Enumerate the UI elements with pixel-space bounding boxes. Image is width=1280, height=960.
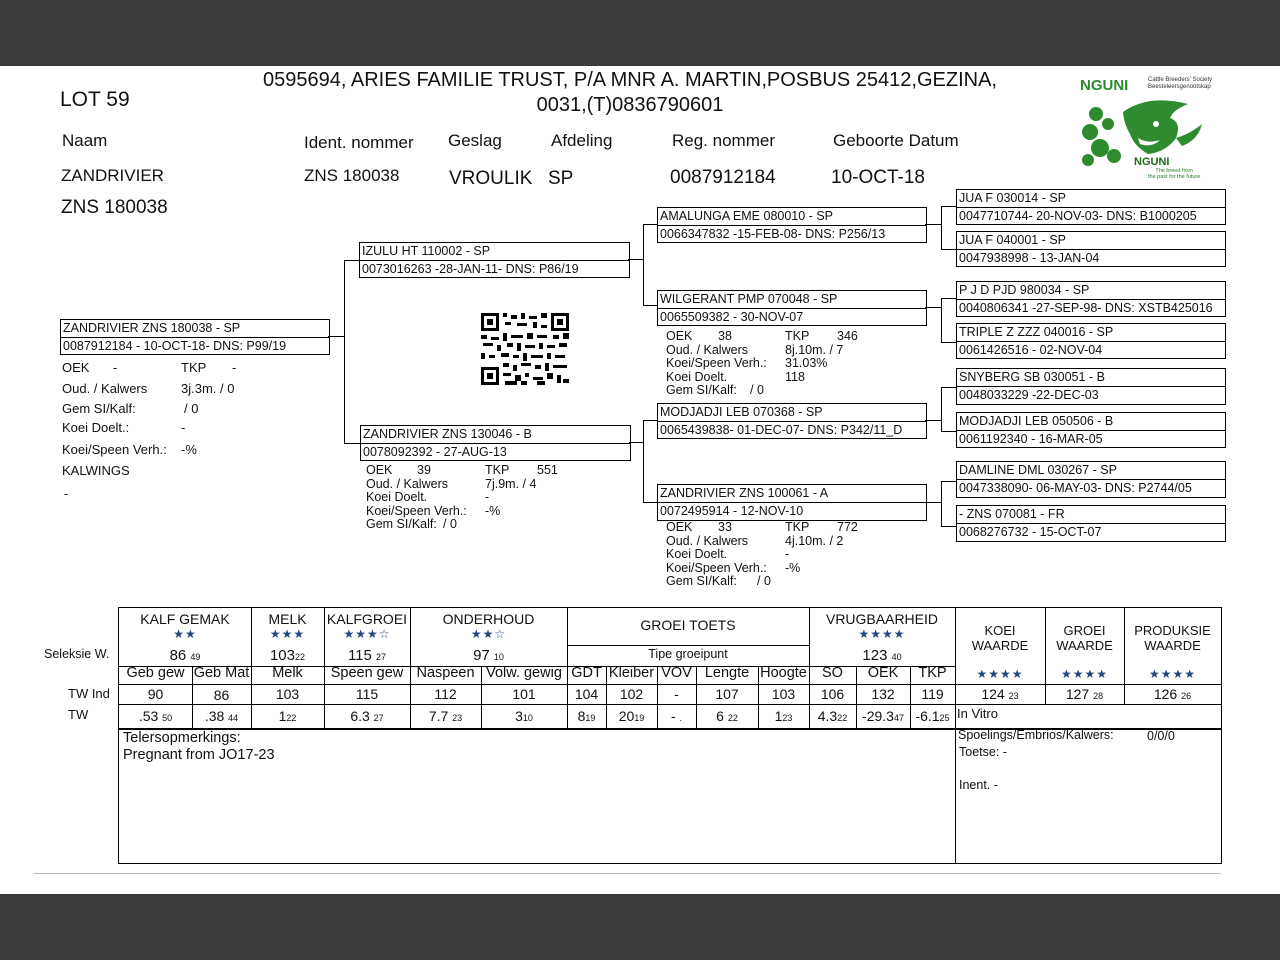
seleksie-kalfgroei-value: 115 [347, 647, 372, 664]
tw-oek-acc: 47 [893, 713, 904, 723]
logo-tagline-1: The breed from [1155, 168, 1193, 174]
seleksie-melk-value: 103 [269, 647, 295, 664]
ind-koei-waarde-value: 124 [981, 686, 1005, 702]
animal-naam-2: ZNS 180038 [61, 197, 168, 218]
logo-tagline-2: the past for the future [1148, 174, 1201, 180]
seleksie-onderhoud [410, 647, 567, 664]
spoelings-value: 0/0/0 [1147, 729, 1175, 743]
tw-tkp-acc: 25 [939, 713, 950, 723]
ind-produksie-waarde-acc: 26 [1181, 691, 1192, 701]
groei-waarde-stars: ★★★★ [1060, 667, 1109, 681]
sire-dam-stats: OEK 38 TKP 346 Oud. / Kalwers 8j.10m. / 7 Koei/Speen Verh.: 31.03% Koei Doelt. 118 Gem SI/Kalf: / 0 [666, 329, 858, 397]
qr-code-icon [481, 313, 569, 385]
group-vrugbaarheid [809, 611, 955, 641]
ggp-name-4: TRIPLE Z ZZZ 040016 - SP [957, 324, 1225, 342]
ggp-name-6: MODJADJI LEB 050506 - B [957, 413, 1225, 431]
ind-groei-waarde-acc: 28 [1093, 691, 1104, 701]
subject-speen: -% [181, 442, 197, 457]
trait-geb-gew: Geb gew [126, 665, 185, 681]
trait-hoogte: Hoogte [760, 665, 807, 681]
ind-koei-waarde [955, 686, 1045, 702]
inent-text: Inent. - [959, 778, 998, 792]
ind-melk: 103 [275, 686, 300, 702]
tw-hoogte-value: 1 [774, 708, 783, 724]
subject-details: 0087912184 - 10-OCT-18- DNS: P99/19 [63, 339, 287, 353]
ind-produksie-waarde-value: 126 [1153, 686, 1178, 702]
ggp-name-1: JUA F 030014 - SP [957, 190, 1225, 208]
group-onderhoud-name: ONDERHOUD [442, 611, 535, 627]
trait-kleiber: Kleiber [608, 665, 655, 681]
ind-kleiber: 102 [619, 686, 644, 702]
ggp-details-3: 0040806341 -27-SEP-98- DNS: XSTB425016 [959, 301, 1213, 315]
ggp-details-5: 0048033229 -22-DEC-03 [959, 388, 1099, 402]
subject-oek: - [113, 360, 118, 375]
subject-kalwings: - [64, 486, 69, 501]
subject-speen-label: Koei/Speen Verh.: [62, 442, 167, 457]
label-geboorte: Geboorte Datum [833, 131, 959, 150]
seleksie-kalfgroei [324, 647, 410, 664]
tw-naspeen-acc: 23 [452, 713, 463, 723]
dam-dam-stats: OEK 33 TKP 772 Oud. / Kalwers 4j.10m. / 2 Koei Doelt. - Koei/Speen Verh.: -% Gem SI/Kalf: / 0 [666, 520, 858, 588]
animal-afdeling: SP [548, 168, 574, 189]
seleksie-onderhoud-value: 97 [473, 647, 490, 664]
subject-koei: - [181, 420, 186, 435]
trait-gdt: GDT [571, 665, 602, 681]
trait-vov: VOV [661, 665, 692, 681]
tw-lengte-acc: 22 [727, 713, 738, 723]
tw-naspeen-value: 7.7 [428, 708, 449, 724]
ggp-box-7 [956, 461, 1226, 498]
ggp-details-2: 0047938998 - 13-JAN-04 [959, 251, 1100, 265]
label-naam: Naam [62, 131, 108, 150]
produksie-waarde-header: PRODUKSIE WAARDE [1134, 623, 1211, 653]
tw-oek-value: -29.3 [862, 708, 894, 724]
ind-groei-waarde [1045, 686, 1124, 702]
tw-kleiber-acc: 19 [634, 713, 645, 723]
ind-tkp: 119 [921, 686, 944, 702]
sire-dam-name: WILGERANT PMP 070048 - SP [658, 291, 926, 309]
owner-address [180, 68, 1080, 118]
label-ident: Ident. nommer [304, 133, 414, 152]
in-vitro-label: In Vitro [957, 706, 998, 721]
tw-so-value: 4.3 [817, 708, 838, 724]
group-kalf-gemak-stars: ★★ [173, 627, 197, 641]
ggp-box-4 [956, 323, 1226, 359]
ggp-details-1: 0047710744- 20-NOV-03- DNS: B1000205 [959, 209, 1197, 223]
row-label-tw-ind: TW Ind [68, 686, 110, 701]
ggp-details-7: 0047338090- 06-MAY-03- DNS: P2744/05 [959, 481, 1192, 495]
dam-name: ZANDRIVIER ZNS 130046 - B [361, 426, 630, 444]
group-onderhoud [410, 611, 567, 641]
group-kalfgroei-stars: ★★★☆ [343, 627, 391, 641]
sire-sire-box [657, 207, 927, 243]
subject-tkp: - [232, 360, 237, 375]
tw-speen-gew-acc: 27 [373, 713, 384, 723]
ind-groei-waarde-value: 127 [1065, 686, 1090, 702]
group-kalf-gemak [119, 611, 251, 641]
group-kalf-gemak-name: KALF GEMAK [140, 611, 230, 627]
group-onderhoud-stars: ★★☆ [470, 627, 507, 641]
tw-naspeen [410, 708, 481, 724]
dam-dam-box [657, 484, 927, 521]
logo-society-2: Beesteleersgenootskap [1148, 84, 1211, 90]
tipe-groeipunt: Tipe groeipunt [648, 647, 728, 661]
tw-melk [251, 708, 324, 724]
sire-sire-name: AMALUNGA EME 080010 - SP [658, 208, 926, 226]
tw-lengte [696, 708, 758, 724]
ind-lengte: 107 [715, 686, 739, 702]
ggp-box-3 [956, 281, 1226, 317]
row-label-seleksie: Seleksie W. [44, 647, 110, 661]
tw-speen-gew-value: 6.3 [350, 708, 370, 724]
subject-name: ZANDRIVIER ZNS 180038 - SP [61, 320, 329, 338]
dam-stats: OEK 39 TKP 551 Oud. / Kalwers 7j.9m. / 4 Koei Doelt. - Koei/Speen Verh.: -% Gem SI/Kalf: / 0 [366, 463, 558, 531]
toetse-text: Toetse: - [959, 745, 1007, 759]
ind-geb-mat: 86 [213, 687, 230, 703]
ind-geb-gew: 90 [147, 686, 164, 702]
ggp-details-8: 0068276732 - 15-OCT-07 [959, 525, 1102, 539]
tw-tkp [910, 708, 955, 724]
group-kalfgroei [324, 611, 410, 641]
label-afdeling: Afdeling [551, 131, 613, 150]
seleksie-onderhoud-acc: 10 [493, 652, 504, 662]
ggp-details-4: 0061426516 - 02-NOV-04 [959, 343, 1103, 357]
subject-koei-label: Koei Doelt.: [62, 420, 130, 435]
trait-oek: OEK [867, 665, 899, 681]
dam-sire-name: MODJADJI LEB 070368 - SP [658, 404, 926, 422]
group-vrugbaarheid-name: VRUGBAARHEID [825, 611, 939, 627]
breeding-values-table [118, 607, 1222, 864]
seleksie-melk [251, 647, 324, 664]
seleksie-kalf-gemak [119, 647, 251, 664]
group-vrugbaarheid-stars: ★★★★ [858, 627, 906, 641]
owner-line-2: 0031,(T)0836790601 [536, 94, 724, 116]
tw-geb-gew-value: .53 [138, 708, 159, 724]
group-melk-name: MELK [268, 611, 307, 627]
label-geslag: Geslag [448, 131, 502, 150]
tw-volw-gewig [481, 708, 567, 724]
tw-vov-value: - [670, 708, 676, 724]
tw-gdt [567, 708, 606, 724]
remarks-label: Telersopmerkings: [123, 730, 241, 746]
subject-tkp-label: TKP [181, 360, 207, 375]
animal-naam: ZANDRIVIER [61, 166, 164, 185]
ggp-box-6 [956, 412, 1226, 448]
tw-so-acc: 22 [837, 713, 848, 723]
tw-geb-mat-acc: 44 [228, 713, 239, 723]
group-melk-stars: ★★★ [269, 627, 306, 641]
tw-so [809, 708, 856, 724]
tw-oek [856, 708, 910, 724]
ggp-details-6: 0061192340 - 16-MAR-05 [959, 432, 1103, 446]
logo-brand: NGUNI [1080, 77, 1129, 94]
trait-lengte: Lengte [704, 665, 750, 681]
seleksie-kalf-gemak-acc: 49 [190, 652, 201, 662]
ggp-name-5: SNYBERG SB 030051 - B [957, 369, 1225, 387]
ind-gdt: 104 [574, 686, 599, 702]
tw-geb-gew-acc: 50 [162, 713, 173, 723]
trait-speen-gew: Speen gew [330, 665, 404, 681]
ind-oek: 132 [871, 686, 895, 702]
spoelings-label: Spoelings/Embrios/Kalwers: [958, 728, 1114, 742]
dam-sire-box [657, 403, 927, 439]
nguni-logo [1078, 74, 1212, 180]
ind-naspeen: 112 [434, 686, 457, 702]
ind-produksie-waarde [1124, 686, 1221, 702]
ggp-name-3: P J D PJD 980034 - SP [957, 282, 1225, 300]
trait-volw-gewig: Volw. gewig [486, 665, 562, 681]
trait-geb-mat: Geb Mat [193, 665, 250, 681]
trait-melk: Melk [272, 665, 303, 681]
sire-name: IZULU HT 110002 - SP [360, 243, 629, 261]
animal-ident: ZNS 180038 [304, 166, 400, 185]
sire-box [359, 242, 630, 278]
groei-waarde-header: GROEI WAARDE [1056, 623, 1113, 653]
tw-geb-gew [119, 708, 192, 724]
ggp-box-5 [956, 368, 1226, 405]
tw-vov [657, 708, 696, 724]
subject-gem: / 0 [184, 401, 199, 416]
koei-waarde-header: KOEI WAARDE [971, 623, 1029, 653]
logo-brand-2: NGUNI [1134, 156, 1170, 168]
subject-oud: 3j.3m. / 0 [181, 381, 235, 396]
seleksie-vrugbaarheid [809, 647, 955, 664]
seleksie-vrugbaarheid-acc: 40 [891, 652, 902, 662]
subject-oek-label: OEK [62, 360, 90, 375]
koei-waarde-stars: ★★★★ [976, 667, 1024, 681]
dam-details: 0078092392 - 27-AUG-13 [363, 445, 507, 459]
ind-so: 106 [820, 686, 845, 702]
ggp-name-8: - ZNS 070081 - FR [957, 506, 1225, 524]
trait-naspeen: Naspeen [416, 665, 475, 681]
sire-dam-details: 0065509382 - 30-NOV-07 [660, 310, 804, 324]
subject-oud-label: Oud. / Kalwers [62, 381, 148, 396]
tw-gdt-value: 8 [577, 708, 586, 724]
group-kalfgroei-name: KALFGROEI [326, 611, 408, 627]
tw-volw-gewig-acc: 10 [522, 713, 533, 723]
row-label-tw: TW [68, 707, 89, 722]
tw-hoogte-acc: 23 [782, 713, 793, 723]
sire-dam-box [657, 290, 927, 326]
dam-sire-details: 0065439838- 01-DEC-07- DNS: P342/11_D [660, 423, 903, 437]
owner-line-1: 0595694, ARIES FAMILIE TRUST, P/A MNR A. MARTIN,POSBUS 25412,GEZINA, [263, 69, 997, 91]
subject-gem-label: Gem SI/Kalf: [62, 401, 136, 416]
seleksie-kalfgroei-acc: 27 [376, 652, 387, 662]
produksie-waarde-stars: ★★★★ [1148, 667, 1197, 681]
group-groei-toets: GROEI TOETS [640, 617, 736, 633]
seleksie-kalf-gemak-value: 86 [169, 647, 187, 664]
dam-box [360, 425, 631, 461]
tw-lengte-value: 6 [716, 708, 724, 724]
animal-reg: 0087912184 [670, 167, 776, 188]
subject-kalwings-label: KALWINGS [62, 463, 130, 478]
tw-gdt-acc: 19 [585, 713, 596, 723]
animal-geslag: VROULIK [449, 168, 533, 189]
ind-hoogte: 103 [771, 686, 796, 702]
ggp-name-7: DAMLINE DML 030267 - SP [957, 462, 1225, 480]
tw-geb-mat [192, 708, 251, 724]
pedigree-page [0, 66, 1280, 894]
ind-koei-waarde-acc: 23 [1008, 691, 1019, 701]
ind-speen-gew: 115 [355, 686, 379, 702]
tw-geb-mat-value: .38 [204, 708, 225, 724]
sire-sire-details: 0066347832 -15-FEB-08- DNS: P256/13 [660, 227, 886, 241]
dam-dam-name: ZANDRIVIER ZNS 100061 - A [658, 485, 926, 503]
ggp-box-2 [956, 231, 1226, 267]
ind-vov: - [674, 686, 679, 702]
remarks-text: Pregnant from JO17-23 [123, 747, 275, 763]
sire-details: 0073016263 -28-JAN-11- DNS: P86/19 [362, 262, 579, 276]
label-reg: Reg. nommer [672, 131, 775, 150]
logo-society-1: Cattle Breeders' Society [1148, 77, 1213, 83]
tw-melk-value: 1 [278, 708, 287, 724]
tw-volw-gewig-value: 3 [515, 708, 523, 724]
dam-dam-details: 0072495914 - 12-NOV-10 [660, 504, 804, 518]
ggp-box-1 [956, 189, 1226, 225]
seleksie-melk-acc: 22 [295, 652, 306, 662]
tw-vov-acc: . [679, 713, 683, 723]
seleksie-vrugbaarheid-value: 123 [862, 647, 888, 664]
tw-hoogte [758, 708, 809, 724]
tw-kleiber-value: 20 [618, 708, 635, 724]
ggp-name-2: JUA F 040001 - SP [957, 232, 1225, 250]
tw-kleiber [606, 708, 657, 724]
group-melk [251, 611, 324, 641]
subject-box [60, 319, 330, 355]
ggp-box-8 [956, 505, 1226, 542]
lot-number: LOT 59 [60, 88, 130, 111]
ind-volw-gewig: 101 [512, 686, 536, 702]
tw-speen-gew [324, 708, 410, 724]
trait-tkp: TKP [918, 665, 947, 681]
trait-so: SO [822, 665, 843, 681]
tw-tkp-value: -6.1 [915, 708, 940, 724]
animal-geboorte: 10-OCT-18 [831, 167, 925, 188]
tw-melk-acc: 22 [286, 713, 297, 723]
